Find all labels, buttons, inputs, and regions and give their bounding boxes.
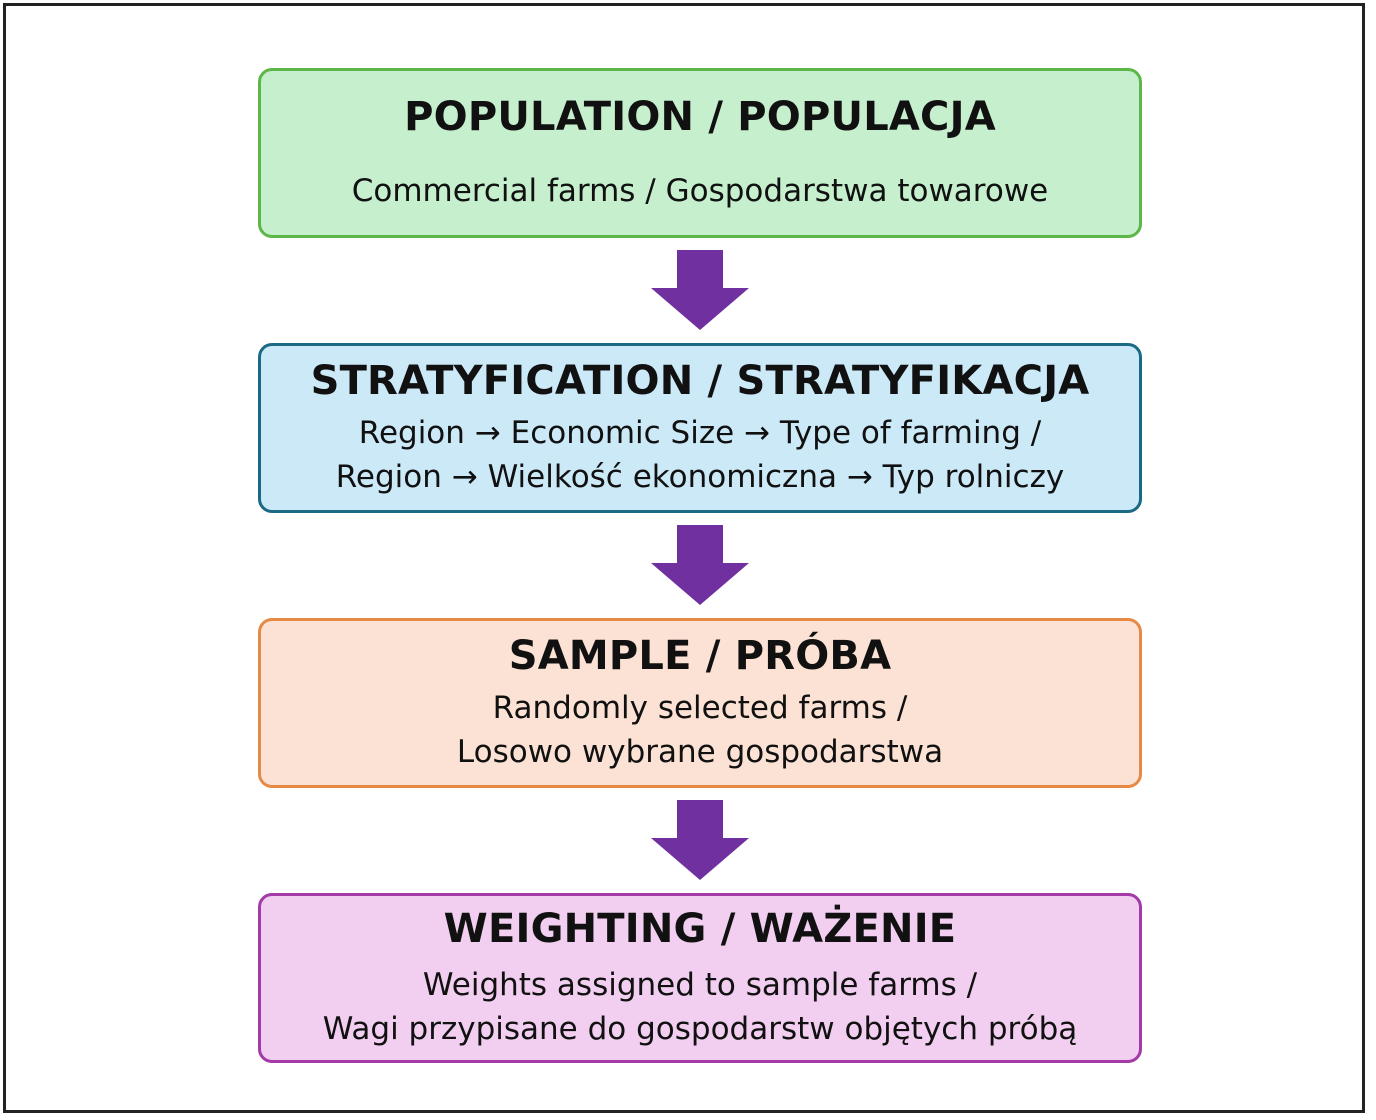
weighting-description-line-en: Weights assigned to sample farms / [422, 967, 978, 1003]
down-arrow-icon [651, 800, 749, 880]
population-description [352, 169, 1049, 213]
step-population-box [258, 68, 1142, 238]
population-description-line: Commercial farms / Gospodarstwa towarowe [351, 173, 1049, 209]
sample-title: SAMPLE / PRÓBA [508, 633, 892, 679]
down-arrow-icon [651, 525, 749, 605]
sample-description-line-en: Randomly selected farms / [492, 690, 908, 726]
step-stratification-box [258, 343, 1142, 513]
down-arrow-icon [651, 250, 749, 330]
stratification-description [336, 411, 1064, 499]
weighting-description [323, 963, 1078, 1051]
stratification-description-line-en: Region → Economic Size → Type of farming / [358, 415, 1042, 451]
population-title: POPULATION / POPULACJA [404, 94, 996, 140]
stratification-title: STRATYFICATION / STRATYFIKACJA [310, 358, 1090, 404]
stratification-description-line-pl: Region → Wielkość ekonomiczna → Typ rolniczy [335, 459, 1065, 495]
step-sample-box [258, 618, 1142, 788]
sample-description-line-pl: Losowo wybrane gospodarstwa [456, 734, 944, 770]
weighting-description-line-pl: Wagi przypisane do gospodarstw objętych próbą [322, 1011, 1078, 1047]
weighting-title: WEIGHTING / WAŻENIE [443, 906, 957, 952]
diagram-frame [3, 3, 1365, 1113]
sample-description [457, 686, 943, 774]
step-weighting-box [258, 893, 1142, 1063]
